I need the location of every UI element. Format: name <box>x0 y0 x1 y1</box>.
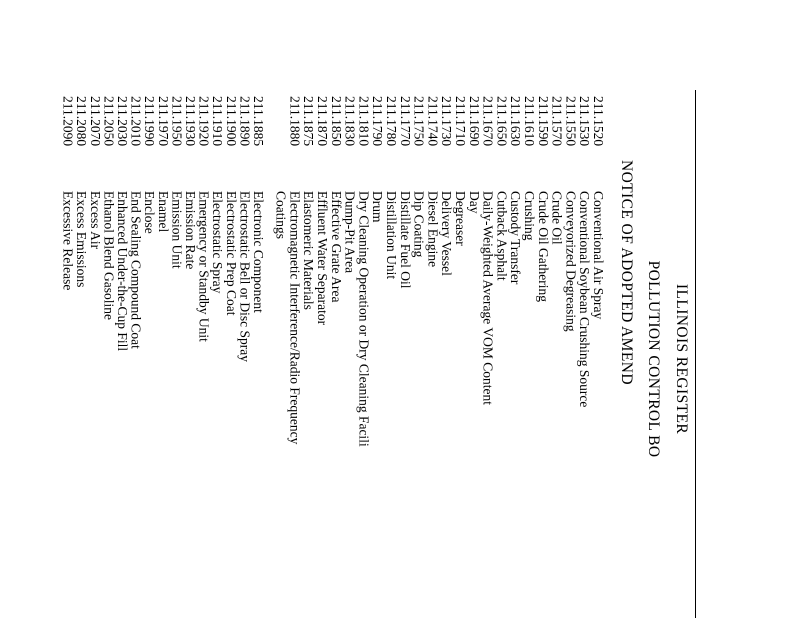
section-term: Dip Coating <box>411 191 427 258</box>
section-term: Ethanol Blend Gasoline <box>101 191 117 320</box>
section-number: 211.1730 <box>439 96 455 147</box>
section-number: 211.1790 <box>370 96 386 147</box>
section-number: 211.1780 <box>384 96 399 147</box>
section-number: 211.1950 <box>169 96 185 147</box>
section-term: Electromagnetic Interference/Radio Frequency <box>287 191 303 445</box>
section-number: 211.2070 <box>87 96 103 147</box>
section-number: 211.2010 <box>128 96 144 147</box>
section-number: 211.1520 <box>591 96 606 147</box>
section-number: 211.1550 <box>563 96 579 147</box>
register-title: ILLINOIS REGISTER <box>673 283 690 435</box>
section-term: Distillate Fuel Oil <box>397 191 413 289</box>
section-term: Electrostatic Prep Coat <box>223 191 239 316</box>
section-number: 211.2030 <box>115 96 130 147</box>
section-term: Emergency or Standby Unit <box>196 191 212 342</box>
section-term: Daily-Weighted Average VOM Content <box>480 191 496 405</box>
section-number: 211.1570 <box>549 96 565 147</box>
section-number: 211.1990 <box>142 96 158 147</box>
section-term: Conveyorized Degreasing <box>563 191 579 332</box>
section-number: 211.1810 <box>356 96 372 147</box>
section-number: 211.1880 <box>287 96 303 147</box>
section-term: Enhanced Under-the-Cup Fill <box>115 191 130 352</box>
section-term: Effective Grate Area <box>328 191 344 303</box>
section-number: 211.1750 <box>411 96 427 147</box>
section-number: 211.1850 <box>328 96 344 147</box>
section-term: Emission Unit <box>169 191 185 269</box>
section-number: 211.1740 <box>425 96 441 147</box>
section-term: Crude Oil <box>549 191 565 245</box>
section-term: Day <box>466 191 482 214</box>
section-number: 211.1650 <box>494 96 510 147</box>
section-term: Crude Oil Gathering <box>535 191 551 302</box>
section-number: 211.1875 <box>301 96 317 147</box>
section-term: Enamel <box>155 191 171 233</box>
section-number: 211.1830 <box>342 96 358 147</box>
section-number: 211.1690 <box>466 96 482 147</box>
section-number: 211.1670 <box>480 96 496 147</box>
section-term: Crushing <box>522 191 537 241</box>
section-number: 211.2090 <box>60 96 76 147</box>
section-number: 211.1530 <box>577 96 593 147</box>
notice-title: NOTICE OF ADOPTED AMEND <box>618 160 635 385</box>
section-term: Electronic Component <box>251 191 266 313</box>
section-number: 211.2050 <box>101 96 117 147</box>
section-number: 211.1930 <box>183 96 198 147</box>
section-term: Enclose <box>142 191 158 234</box>
section-term: End Sealing Compound Coat <box>128 191 144 349</box>
section-number: 211.1920 <box>196 96 212 147</box>
section-term: Cutback Asphalt <box>494 191 510 281</box>
section-term: Effluent Water Separator <box>315 191 330 326</box>
section-term: Conventional Air Spray <box>591 191 606 320</box>
section-number: 211.1890 <box>237 96 253 147</box>
section-number: 211.1590 <box>535 96 551 147</box>
section-term: Electrostatic Spray <box>210 191 226 294</box>
section-term: Distillation Unit <box>384 191 399 280</box>
section-number: 211.1770 <box>397 96 413 147</box>
board-title: POLLUTION CONTROL BO <box>645 260 662 458</box>
section-term: Excess Emissions <box>74 191 90 288</box>
section-number: 211.1870 <box>315 96 330 147</box>
section-term: Dry Cleaning Operation or Dry Cleaning Facili <box>356 191 372 447</box>
section-term: Delivery Vessel <box>439 191 455 276</box>
section-number: 211.1610 <box>522 96 537 147</box>
section-term: Elastomeric Materials <box>301 191 317 310</box>
section-term: Excess Air <box>87 191 103 250</box>
section-term: Conventional Soybean Crushing Source <box>577 191 593 408</box>
section-number: 211.1900 <box>223 96 239 147</box>
section-term: Coatings <box>273 191 289 240</box>
section-term: Diesel Engine <box>425 191 441 268</box>
section-number: 211.1885 <box>251 96 266 147</box>
section-term: Excessive Release <box>60 191 76 291</box>
section-term: Electrostatic Bell or Disc Spray <box>237 191 253 362</box>
section-term: Custody Transfer <box>508 191 524 285</box>
section-number: 211.1710 <box>453 96 468 147</box>
section-number: 211.2080 <box>74 96 90 147</box>
section-number: 211.1970 <box>155 96 171 147</box>
section-number: 211.1910 <box>210 96 226 147</box>
section-term: Degreaser <box>453 191 468 246</box>
section-number: 211.1630 <box>508 96 524 147</box>
section-term: Drum <box>370 191 386 223</box>
section-term: Emission Rate <box>183 191 198 270</box>
section-term: Dump-Pit Area <box>342 191 358 274</box>
